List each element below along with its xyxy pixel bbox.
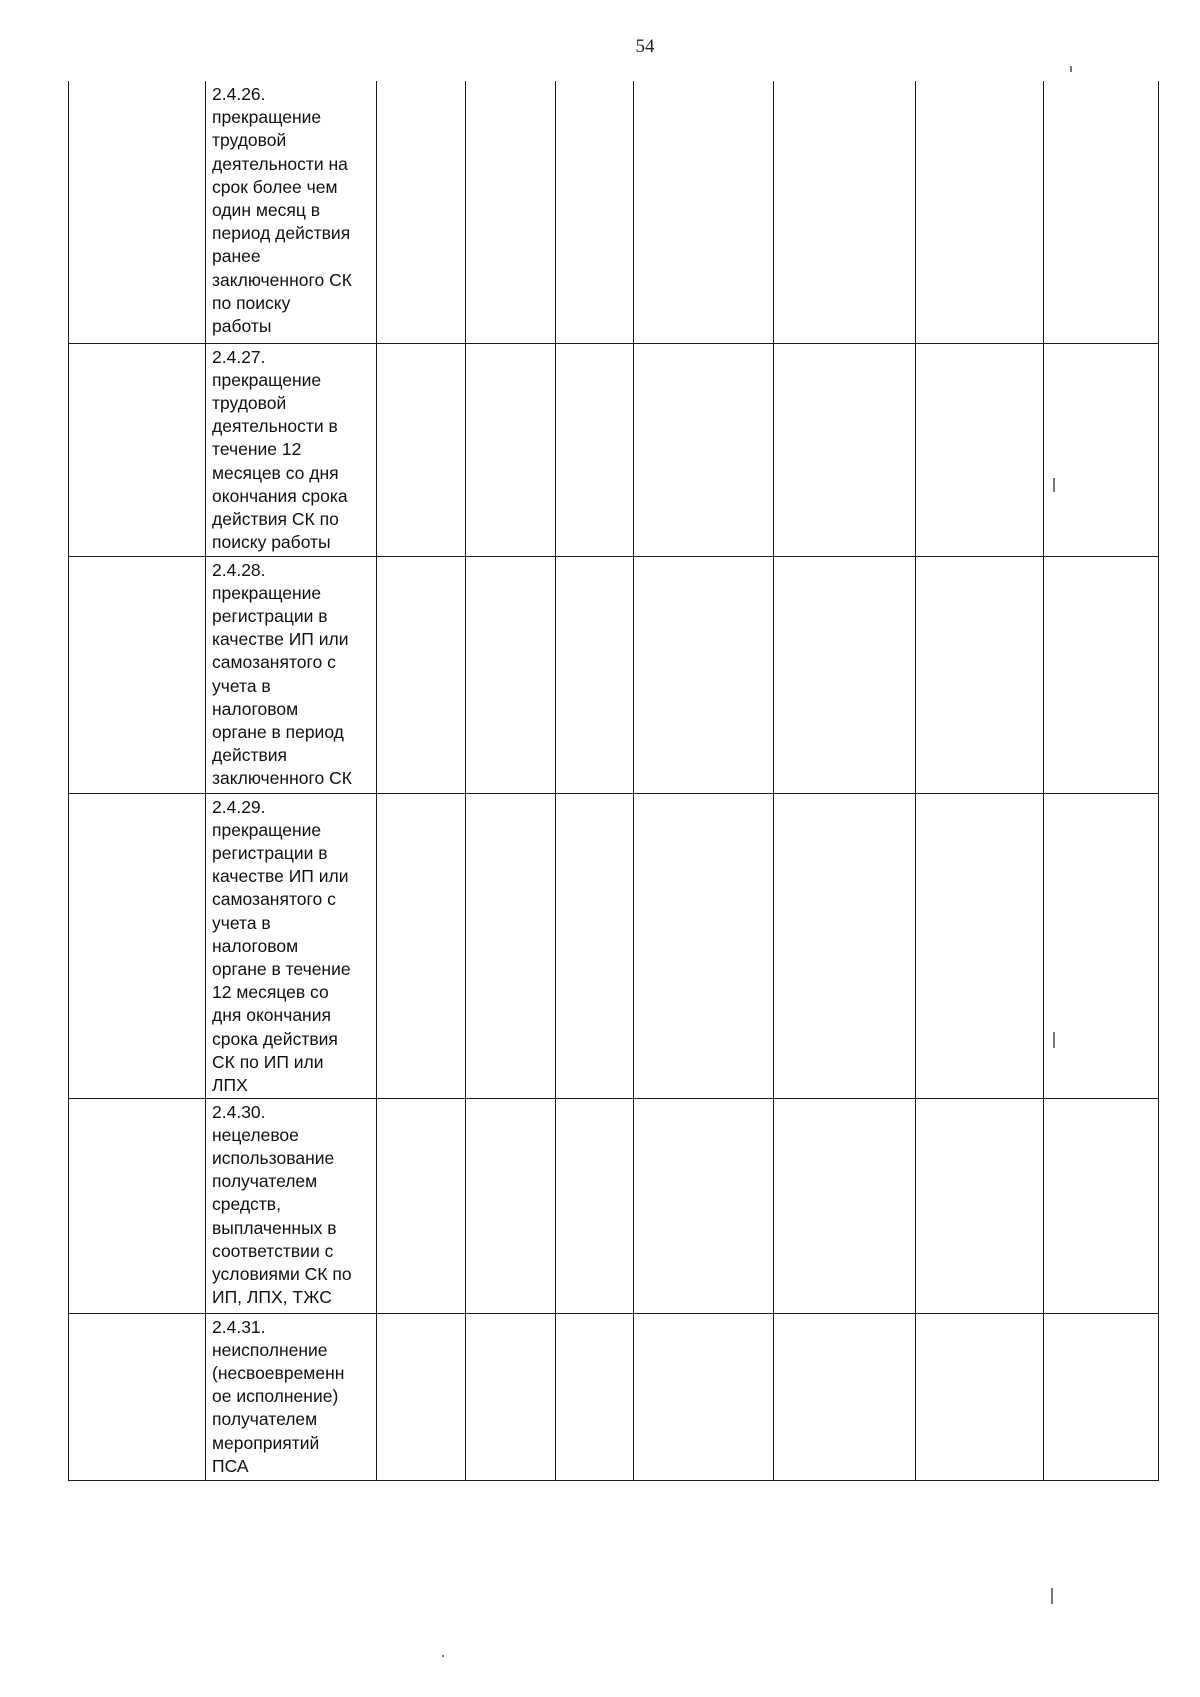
empty-cell xyxy=(466,556,556,793)
description-line: ПСА xyxy=(212,1455,249,1476)
description-line: ИП, ЛПХ, ТЖС xyxy=(212,1287,332,1308)
empty-cell xyxy=(774,556,916,793)
description-line: ое исполнение) xyxy=(212,1386,339,1407)
description-line: регистрации в xyxy=(212,605,328,626)
description-line: ранее xyxy=(212,246,261,267)
criteria-table xyxy=(68,81,1159,1481)
description-line: неисполнение xyxy=(212,1339,328,1360)
empty-cell xyxy=(634,556,774,793)
description-line: действия xyxy=(212,745,288,766)
description-line: 2.4.26. xyxy=(212,84,266,104)
table-body xyxy=(69,81,1159,1480)
description-line: дня окончания xyxy=(212,1005,331,1026)
empty-cell xyxy=(916,81,1044,343)
description-line: трудовой xyxy=(212,392,287,413)
empty-cell xyxy=(466,343,556,556)
table-row xyxy=(69,1098,1159,1313)
empty-cell xyxy=(774,793,916,1098)
description-line: самозанятого с xyxy=(212,652,336,673)
empty-cell xyxy=(69,1098,206,1313)
description-line: срок более чем xyxy=(212,176,338,197)
description-line: 2.4.31. xyxy=(212,1316,266,1337)
scan-speck xyxy=(1051,1588,1053,1604)
empty-cell xyxy=(377,556,466,793)
description-line: течение 12 xyxy=(212,439,302,460)
empty-cell xyxy=(466,793,556,1098)
empty-cell xyxy=(774,1098,916,1313)
description-line: СК по ИП или xyxy=(212,1051,324,1072)
table-row xyxy=(69,793,1159,1098)
empty-cell xyxy=(1044,343,1159,556)
empty-cell xyxy=(916,1313,1044,1480)
empty-cell xyxy=(69,81,206,343)
description-line: деятельности на xyxy=(212,153,348,174)
description-line: трудовой xyxy=(212,130,287,151)
empty-cell xyxy=(634,343,774,556)
description-line: получателем xyxy=(212,1171,318,1192)
description-line: учета в xyxy=(212,675,271,696)
page-number: 54 xyxy=(635,36,655,57)
row-description-cell xyxy=(206,81,377,343)
empty-cell xyxy=(774,1313,916,1480)
description-line: (несвоевременн xyxy=(212,1362,345,1383)
empty-cell xyxy=(377,1313,466,1480)
table-row xyxy=(69,81,1159,343)
table-row xyxy=(69,1313,1159,1480)
description-line: налоговом xyxy=(212,935,299,956)
description-line: органе в период xyxy=(212,721,344,742)
description-line: 2.4.30. xyxy=(212,1101,266,1122)
description-line: получателем xyxy=(212,1409,318,1430)
description-line: 12 месяцев со xyxy=(212,982,329,1003)
empty-cell xyxy=(556,1098,634,1313)
empty-cell xyxy=(634,81,774,343)
description-line: качестве ИП или xyxy=(212,866,349,887)
scan-speck xyxy=(1053,478,1055,492)
empty-cell xyxy=(377,343,466,556)
description-line: срока действия xyxy=(212,1028,338,1049)
empty-cell xyxy=(69,1313,206,1480)
description-line: один месяц в xyxy=(212,200,321,221)
description-line: заключенного СК xyxy=(212,768,352,789)
scan-speck xyxy=(1070,66,1072,72)
empty-cell xyxy=(1044,1313,1159,1480)
description-line: средств, xyxy=(212,1194,281,1215)
description-line: по поиску xyxy=(212,292,291,313)
description-line: заключенного СК xyxy=(212,269,352,290)
description-line: выплаченных в xyxy=(212,1217,337,1238)
empty-cell xyxy=(466,1313,556,1480)
empty-cell xyxy=(556,556,634,793)
empty-cell xyxy=(916,343,1044,556)
description-line: 2.4.29. xyxy=(212,796,266,817)
empty-cell xyxy=(69,556,206,793)
empty-cell xyxy=(916,556,1044,793)
empty-cell xyxy=(634,1098,774,1313)
description-line: прекращение xyxy=(212,369,322,390)
description-line: учета в xyxy=(212,912,271,933)
empty-cell xyxy=(466,81,556,343)
empty-cell xyxy=(634,1313,774,1480)
description-line: ЛПХ xyxy=(212,1074,248,1095)
empty-cell xyxy=(377,81,466,343)
description-line: 2.4.27. xyxy=(212,346,266,367)
empty-cell xyxy=(69,343,206,556)
description-line: прекращение xyxy=(212,582,322,603)
description-line: условиями СК по xyxy=(212,1263,352,1284)
description-line: регистрации в xyxy=(212,842,328,863)
description-line: месяцев со дня xyxy=(212,462,339,483)
empty-cell xyxy=(774,81,916,343)
description-line: качестве ИП или xyxy=(212,629,349,650)
row-description-cell xyxy=(206,343,377,556)
empty-cell xyxy=(916,1098,1044,1313)
empty-cell xyxy=(466,1098,556,1313)
row-description-cell xyxy=(206,1098,377,1313)
description-line: работы xyxy=(212,316,272,337)
description-line: период действия xyxy=(212,223,351,244)
description-line: действия СК по xyxy=(212,508,339,529)
description-line: нецелевое xyxy=(212,1124,299,1145)
empty-cell xyxy=(556,343,634,556)
empty-cell xyxy=(1044,793,1159,1098)
empty-cell xyxy=(377,793,466,1098)
description-line: мероприятий xyxy=(212,1432,320,1453)
scan-speck xyxy=(1053,1032,1055,1048)
empty-cell xyxy=(69,793,206,1098)
description-line: окончания срока xyxy=(212,485,348,506)
table-row xyxy=(69,343,1159,556)
row-description-cell xyxy=(206,793,377,1098)
row-description-cell xyxy=(206,556,377,793)
description-line: органе в течение xyxy=(212,958,351,979)
empty-cell xyxy=(774,343,916,556)
empty-cell xyxy=(1044,81,1159,343)
description-line: самозанятого с xyxy=(212,889,336,910)
empty-cell xyxy=(377,1098,466,1313)
empty-cell xyxy=(634,793,774,1098)
description-line: налоговом xyxy=(212,698,299,719)
empty-cell xyxy=(556,81,634,343)
scan-speck xyxy=(442,1655,444,1657)
table-row xyxy=(69,556,1159,793)
empty-cell xyxy=(916,793,1044,1098)
empty-cell xyxy=(556,793,634,1098)
empty-cell xyxy=(1044,1098,1159,1313)
description-line: деятельности в xyxy=(212,416,338,437)
description-line: прекращение xyxy=(212,819,322,840)
description-line: поиску работы xyxy=(212,532,331,553)
description-line: соответствии с xyxy=(212,1240,334,1261)
empty-cell xyxy=(556,1313,634,1480)
empty-cell xyxy=(1044,556,1159,793)
description-line: 2.4.28. xyxy=(212,559,266,580)
description-line: использование xyxy=(212,1147,335,1168)
description-line: прекращение xyxy=(212,107,322,128)
row-description-cell xyxy=(206,1313,377,1480)
